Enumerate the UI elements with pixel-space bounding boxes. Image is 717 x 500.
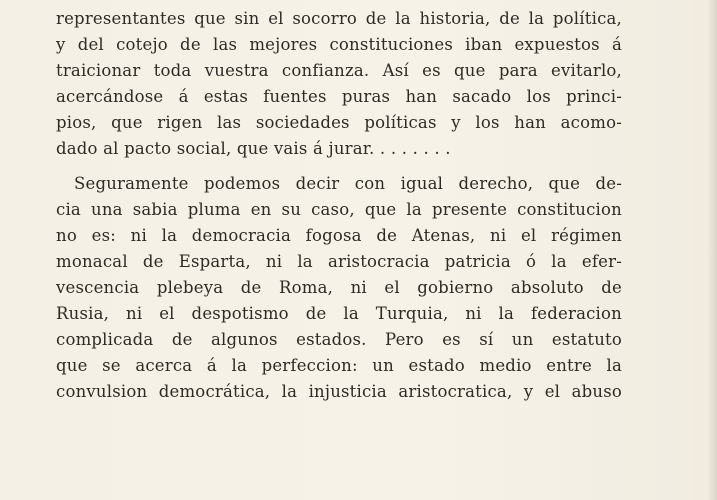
partial-top-line-text	[56, 0, 622, 4]
text-line: y del cotejo de las mejores constituciones iban expuestos á	[56, 35, 622, 54]
text-line: acercándose á estas fuentes puras han sacado los princi-	[56, 87, 622, 106]
text-line: pios, que rigen las sociedades políticas y los han acomo-	[56, 113, 622, 132]
text-line: dado al pacto social, que vais á jurar. . . . . . . .	[56, 139, 451, 158]
text-line: Seguramente podemos decir con igual derecho, que de-	[74, 174, 622, 193]
text-line: Rusia, ni el despotismo de la Turquia, ni la federacion	[56, 304, 622, 323]
text-line: vescencia plebeya de Roma, ni el gobierno absoluto de	[56, 278, 622, 297]
text-line: monacal de Esparta, ni la aristocracia patricia ó la efer-	[56, 252, 622, 271]
text-line: representantes que sin el socorro de la historia, de la política,	[56, 9, 622, 28]
text-line: que se acerca á la perfeccion: un estado medio entre la	[56, 356, 622, 375]
text-line: complicada de algunos estados. Pero es sí un estatuto	[56, 330, 622, 349]
text-line: cia una sabia pluma en su caso, que la presente constitucion	[56, 200, 622, 219]
page-edge-shadow	[707, 0, 717, 500]
text-line: no es: ni la democracia fogosa de Atenas, ni el régimen	[56, 226, 622, 245]
text-line: traicionar toda vuestra confianza. Así es que para evitarlo,	[56, 61, 622, 80]
text-line: convulsion democrática, la injusticia aristocratica, y el abuso	[56, 382, 622, 401]
